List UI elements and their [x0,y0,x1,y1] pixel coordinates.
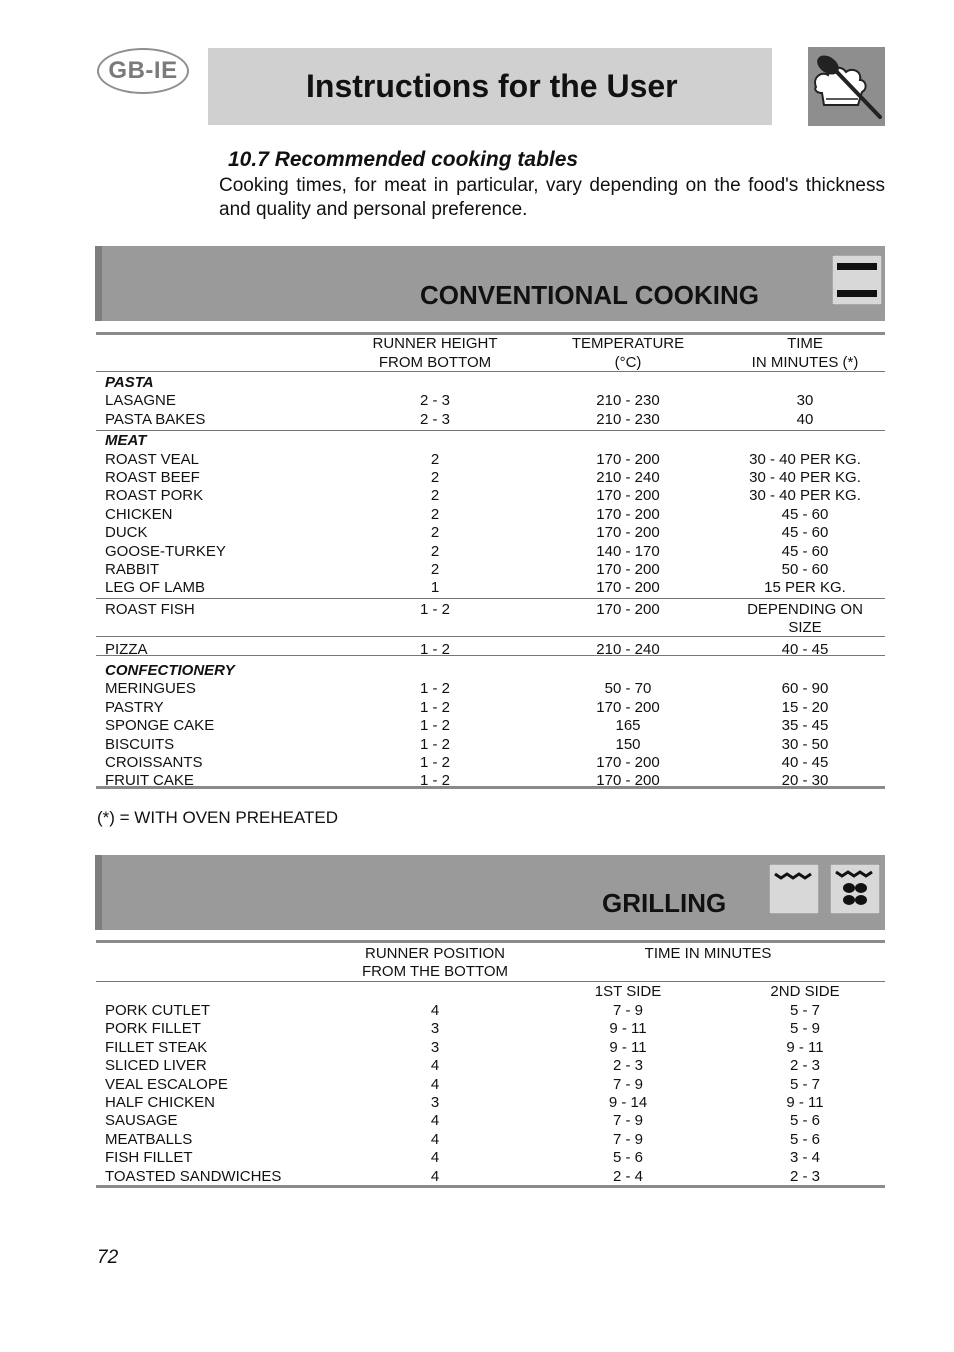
grill-header-runner: RUNNER POSITION [364,945,506,962]
grill-runner-position: 4 [430,1002,440,1019]
grill-dish-name: MEATBALLS [105,1130,193,1148]
temperature: 165 [615,717,641,735]
category-label: PASTA [105,374,154,391]
rule-after-pizza [96,655,885,656]
category-label: MEAT [105,432,147,450]
runner-height: 1 - 2 [419,680,451,698]
runner-height: 1 - 2 [419,717,451,735]
grill-first-side-time: 9 - 11 [609,1038,647,1056]
grill-second-side-time: 2 - 3 [789,1167,821,1185]
grill-header-time: TIME IN MINUTES [644,945,772,962]
grill-second-side-time: 5 - 6 [789,1130,821,1148]
dish-name: LEG OF LAMB [105,579,206,597]
grill-element-icon [769,864,819,919]
cooking-time: 45 - 60 [781,524,829,542]
runner-height: 1 - 2 [419,754,451,771]
cooking-time: 45 - 60 [781,505,829,523]
chef-spoon-icon [808,47,885,126]
dish-name: PASTRY [105,698,164,716]
intro-paragraph: Cooking times, for meat in particular, vary depending on the food's thickness and quality and personal preference. [219,175,885,220]
runner-height: 2 [430,524,440,542]
grill-dish-name: HALF CHICKEN [105,1094,216,1111]
temperature: 170 - 200 [596,600,660,618]
cooking-time: 30 - 50 [781,735,829,753]
cooking-time: 35 - 45 [781,717,829,735]
grill-dish-name: VEAL ESCALOPE [105,1075,228,1093]
grill-dish-name: FILLET STEAK [105,1038,208,1056]
cooking-time: DEPENDING ON [747,600,863,618]
cooking-time: 60 - 90 [781,680,829,698]
footnote: (*) = WITH OVEN PREHEATED [97,808,339,827]
page-number: 72 [97,1247,119,1268]
cooking-time: 30 [796,392,814,410]
grill-first-side-time: 7 - 9 [612,1075,644,1093]
dish-name: ROAST VEAL [105,450,199,468]
grill-runner-position: 3 [430,1020,440,1038]
dish-name: MERINGUES [105,680,196,698]
runner-height: 2 - 3 [419,410,451,428]
runner-height: 1 - 2 [419,600,451,618]
table-bottom-rule [96,786,885,789]
runner-height: 1 - 2 [419,735,451,753]
temperature: 170 - 200 [596,561,660,578]
temperature: 50 - 70 [604,680,652,698]
cooking-time: 30 - 40 PER KG. [749,450,861,468]
grill-runner-position: 3 [430,1038,440,1056]
grill-first-side-time: 2 - 3 [612,1057,644,1075]
grill-second-side-time: 3 - 4 [789,1149,821,1167]
grill-first-side-time: 5 - 6 [612,1149,644,1167]
cooking-time: 15 PER KG. [764,579,846,597]
grill-dish-name: TOASTED SANDWICHES [105,1167,282,1185]
dish-name: ROAST FISH [105,600,195,618]
grill-runner-position: 3 [430,1094,440,1111]
grilling-banner [95,855,885,930]
grill-runner-position: 4 [430,1149,440,1167]
cooking-time: 40 - 45 [781,640,829,658]
runner-height: 1 [430,579,440,597]
header-title-text: Instructions for the User [306,68,678,104]
header-time-unit: IN MINUTES (*) [751,354,859,371]
cooking-time-cont: SIZE [788,619,822,637]
rule-after-pasta [96,430,885,431]
dish-name: SPONGE CAKE [105,717,215,735]
runner-height: 1 - 2 [419,640,451,658]
temperature: 170 - 200 [596,487,660,505]
dish-name: RABBIT [105,561,160,578]
grill-first-side-time: 7 - 9 [612,1130,644,1148]
runner-height: 2 [430,487,440,505]
grill-dish-name: PORK CUTLET [105,1002,211,1019]
temperature: 150 [615,735,641,753]
header-temperature: TEMPERATURE [571,335,685,352]
conventional-cooking-title: CONVENTIONAL COOKING [420,280,759,310]
runner-height: 2 [430,561,440,578]
dish-name: PASTA BAKES [105,410,206,428]
grill-first-side-time: 7 - 9 [612,1112,644,1130]
temperature: 170 - 200 [596,524,660,542]
dish-name: ROAST PORK [105,487,204,505]
dish-name: DUCK [105,524,148,542]
temperature: 210 - 240 [596,469,660,486]
language-badge: GB-IE [97,48,189,94]
cooking-time: 15 - 20 [781,698,829,716]
header-rule [96,371,885,372]
temperature: 210 - 240 [596,640,660,658]
temperature: 170 - 200 [596,754,660,771]
dish-name: LASAGNE [105,392,176,410]
grill-runner-position: 4 [430,1112,440,1130]
grill-table-top-rule [96,940,885,943]
conventional-oven-icon [832,255,882,310]
grill-runner-position: 4 [430,1075,440,1093]
header-time: TIME [787,335,823,352]
grill-first-side-time: 9 - 11 [609,1020,647,1038]
fan-grill-icon [830,864,880,919]
dish-name: CHICKEN [105,505,173,523]
dish-name: ROAST BEEF [105,469,200,486]
rule-after-meat [96,598,885,599]
cooking-time: 30 - 40 PER KG. [749,487,861,505]
grill-header-first-side: 1ST SIDE [594,983,662,1000]
cooking-time: 40 - 45 [781,754,829,771]
temperature: 170 - 200 [596,698,660,716]
grill-header-second-side: 2ND SIDE [770,983,840,1000]
cooking-time: 50 - 60 [781,561,829,578]
grill-header-runner-sub: FROM THE BOTTOM [361,963,509,980]
runner-height: 2 [430,450,440,468]
grill-second-side-time: 5 - 7 [789,1002,821,1019]
grill-dish-name: SLICED LIVER [105,1057,207,1075]
grill-first-side-time: 7 - 9 [612,1002,644,1019]
grill-header-rule [96,981,885,982]
runner-height: 2 [430,469,440,486]
temperature: 210 - 230 [596,392,660,410]
temperature: 140 - 170 [596,542,660,560]
header-temperature-unit: (°C) [614,354,642,371]
grill-table-bottom-rule [96,1185,885,1188]
dish-name: FRUIT CAKE [105,772,194,790]
header-runner: RUNNER HEIGHT [372,335,498,352]
cooking-time: 20 - 30 [781,772,829,790]
grill-runner-position: 4 [430,1167,440,1185]
cooking-time: 30 - 40 PER KG. [749,469,861,486]
grill-second-side-time: 9 - 11 [786,1038,824,1056]
runner-height: 2 - 3 [419,392,451,410]
grill-runner-position: 4 [430,1130,440,1148]
dish-name: CROISSANTS [105,754,203,771]
grill-first-side-time: 2 - 4 [612,1167,644,1185]
runner-height: 2 [430,505,440,523]
grill-second-side-time: 5 - 9 [789,1020,821,1038]
cooking-time: 40 [796,410,814,428]
grill-second-side-time: 5 - 7 [789,1075,821,1093]
dish-name: BISCUITS [105,735,175,753]
category-label: CONFECTIONERY [105,662,235,679]
page-header-title [208,48,772,125]
temperature: 210 - 230 [596,410,660,428]
cooking-time: 45 - 60 [781,542,829,560]
grill-first-side-time: 9 - 14 [608,1094,648,1111]
grill-dish-name: PORK FILLET [105,1020,201,1038]
grill-second-side-time: 9 - 11 [786,1094,824,1111]
grilling-title: GRILLING [602,888,727,918]
runner-height: 2 [430,542,440,560]
dish-name: PIZZA [105,640,148,658]
temperature: 170 - 200 [596,772,660,790]
temperature: 170 - 200 [596,450,660,468]
conventional-cooking-banner [95,246,885,321]
header-runner-sub: FROM BOTTOM [378,354,492,371]
grill-second-side-time: 2 - 3 [789,1057,821,1075]
dish-name: GOOSE-TURKEY [105,542,226,560]
temperature: 170 - 200 [596,505,660,523]
grill-dish-name: SAUSAGE [105,1112,178,1130]
temperature: 170 - 200 [596,579,660,597]
grill-dish-name: FISH FILLET [105,1149,193,1167]
section-heading: 10.7 Recommended cooking tables [228,148,579,171]
grill-runner-position: 4 [430,1057,440,1075]
rule-after-fish [96,636,885,637]
grill-second-side-time: 5 - 6 [789,1112,821,1130]
runner-height: 1 - 2 [419,772,451,790]
runner-height: 1 - 2 [419,698,451,716]
